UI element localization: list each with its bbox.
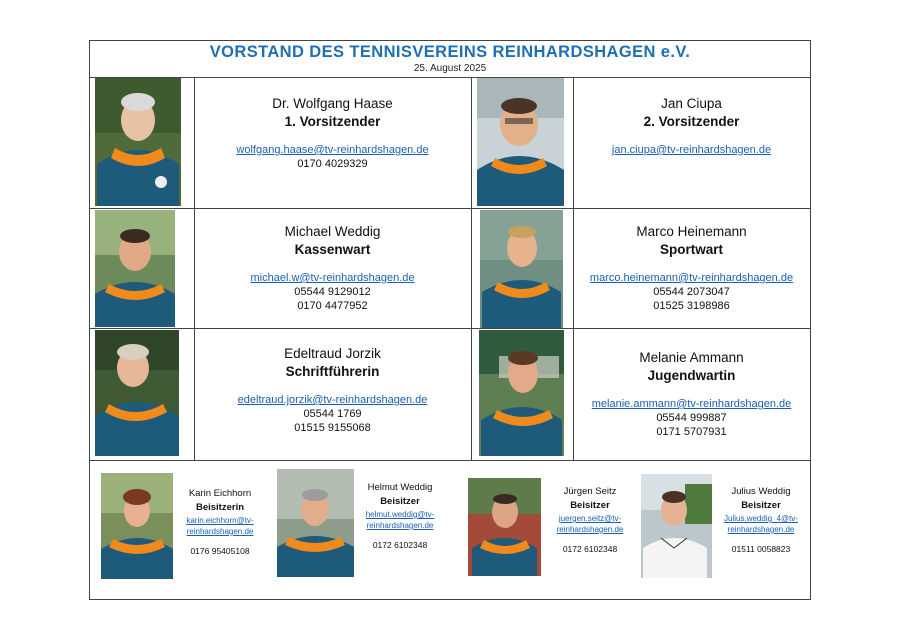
member-email-link[interactable]: wolfgang.haase@tv-reinhardshagen.de bbox=[236, 144, 429, 156]
member-name: Jan Ciupa bbox=[661, 96, 722, 111]
assessor-role: Beisitzer bbox=[380, 496, 420, 507]
assessor-photo bbox=[101, 473, 173, 579]
assessor-role: Beisitzerin bbox=[195, 502, 245, 513]
member-phone: 0170 4029329 bbox=[297, 158, 368, 170]
document-date: 25. August 2025 bbox=[413, 63, 487, 74]
board-row-3 bbox=[90, 329, 810, 461]
assessor-name: Jürgen Seitz bbox=[563, 486, 617, 497]
member-name: Michael Weddig bbox=[284, 224, 381, 239]
assessor-card bbox=[718, 485, 804, 555]
member-card bbox=[573, 95, 810, 157]
member-phone: 05544 1769 bbox=[303, 408, 362, 420]
member-phone: 0170 4477952 bbox=[297, 300, 368, 312]
assessor-phone: 01511 0058823 bbox=[731, 544, 791, 554]
document-header bbox=[90, 41, 810, 78]
assessor-email-link[interactable]: reinhardshagen.de bbox=[186, 527, 254, 536]
member-email-link[interactable]: michael.w@tv-reinhardshagen.de bbox=[250, 272, 415, 284]
member-photo bbox=[480, 210, 563, 328]
member-name: Marco Heinemann bbox=[636, 224, 747, 239]
member-card bbox=[194, 95, 471, 171]
document-title: VORSTAND DES TENNISVEREINS REINHARDSHAGEN e.V. bbox=[209, 43, 691, 61]
member-role: Jugendwartin bbox=[647, 368, 736, 383]
member-card bbox=[573, 349, 810, 439]
board-row-1 bbox=[90, 77, 810, 209]
member-role: Schriftführerin bbox=[285, 364, 380, 379]
member-role: 1. Vorsitzender bbox=[284, 114, 381, 129]
member-phone: 05544 999887 bbox=[656, 412, 727, 424]
board-row-2 bbox=[90, 209, 810, 329]
member-photo bbox=[477, 78, 564, 206]
assessor-email-link[interactable]: helmut.weddig@tv- bbox=[365, 510, 435, 519]
member-photo bbox=[95, 330, 179, 456]
member-email-link[interactable]: marco.heinemann@tv-reinhardshagen.de bbox=[589, 272, 794, 284]
member-phone: 01515 9155068 bbox=[294, 422, 371, 434]
assessor-email-link[interactable]: karin.eichhorn@tv- bbox=[186, 516, 254, 525]
member-name: Melanie Ammann bbox=[639, 350, 744, 365]
member-name: Dr. Wolfgang Haase bbox=[272, 96, 393, 111]
assessor-card bbox=[548, 485, 632, 555]
member-card bbox=[194, 345, 471, 435]
member-phone: 0171 5707931 bbox=[656, 426, 727, 438]
member-role: Kassenwart bbox=[294, 242, 371, 257]
member-phone: 05544 2073047 bbox=[653, 286, 730, 298]
assessor-email-link[interactable]: reinhardshagen.de bbox=[727, 525, 795, 534]
assessor-photo bbox=[277, 469, 354, 577]
board-sheet bbox=[89, 40, 811, 600]
assessor-phone: 0172 6102348 bbox=[562, 544, 618, 554]
assessor-name: Karin Eichhorn bbox=[188, 488, 252, 499]
member-email-link[interactable]: jan.ciupa@tv-reinhardshagen.de bbox=[611, 144, 772, 156]
member-role: 2. Vorsitzender bbox=[643, 114, 740, 129]
member-photo bbox=[479, 330, 564, 456]
member-role: Sportwart bbox=[659, 242, 723, 257]
assessor-email-link[interactable]: reinhardshagen.de bbox=[556, 525, 624, 534]
assessor-phone: 0172 6102348 bbox=[372, 540, 428, 550]
assessor-email-link[interactable]: Julius.weddig_4@tv- bbox=[724, 514, 798, 523]
assessor-card bbox=[358, 481, 442, 551]
assessor-role: Beisitzer bbox=[741, 500, 781, 511]
member-card bbox=[194, 223, 471, 313]
member-phone: 01525 3198986 bbox=[653, 300, 730, 312]
assessor-photo bbox=[641, 474, 712, 578]
member-email-link[interactable]: edeltraud.jorzik@tv-reinhardshagen.de bbox=[237, 394, 428, 406]
member-name: Edeltraud Jorzik bbox=[284, 346, 381, 361]
member-card bbox=[573, 223, 810, 313]
member-photo bbox=[95, 78, 181, 206]
assessor-email-link[interactable]: reinhardshagen.de bbox=[366, 521, 434, 530]
member-photo bbox=[95, 210, 175, 327]
assessor-name: Julius Weddig bbox=[731, 486, 791, 497]
assessor-phone: 0176 95405108 bbox=[190, 546, 250, 556]
assessor-role: Beisitzer bbox=[570, 500, 610, 511]
member-phone: 05544 9129012 bbox=[294, 286, 371, 298]
assessor-name: Helmut Weddig bbox=[367, 482, 433, 493]
assessor-email-link[interactable]: juergen.seitz@tv- bbox=[558, 514, 622, 523]
assessor-photo bbox=[468, 478, 541, 576]
member-email-link[interactable]: melanie.ammann@tv-reinhardshagen.de bbox=[591, 398, 792, 410]
assessor-card bbox=[178, 487, 262, 557]
